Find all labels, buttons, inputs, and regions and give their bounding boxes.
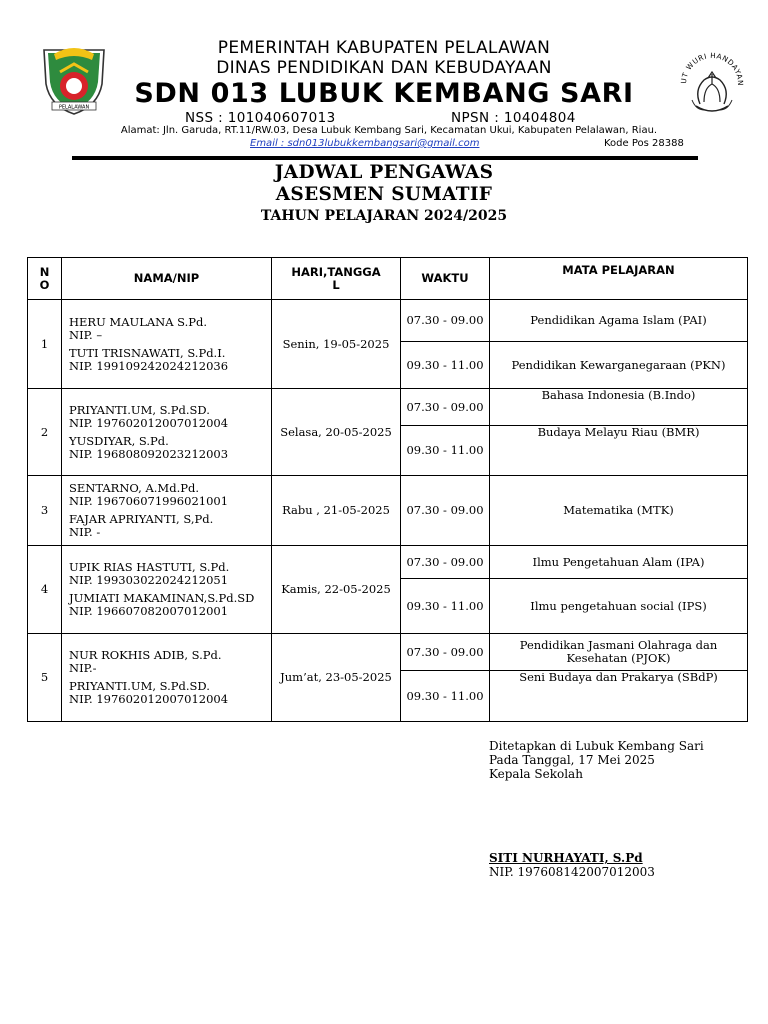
exam-subject <box>490 634 748 671</box>
exam-subject: Ilmu pengetahuan social (IPS) <box>490 579 748 634</box>
letterhead-address: Alamat: Jln. Garuda, RT.11/RW.03, Desa Lubuk Kembang Sari, Kecamatan Ukui, Kabupaten Pelalawan, Riau. <box>120 125 658 136</box>
letterhead-divider <box>72 156 698 160</box>
supervisor-name: YUSDIYAR, S.Pd. <box>69 433 169 448</box>
exam-time: 07.30 - 09.00 <box>401 300 490 342</box>
supervisor-name: UPIK RIAS HASTUTI, S.Pd. <box>69 560 230 574</box>
exam-subject-line: Kesehatan (PJOK) <box>566 651 671 665</box>
supervisor-name: NUR ROKHIS ADIB, S.Pd. <box>69 648 222 662</box>
document-title: JADWAL PENGAWAS <box>274 162 494 183</box>
exam-subject: Ilmu Pengetahuan Alam (IPA) <box>490 546 748 579</box>
svg-text:TUT WURI HANDAYANI <box>674 44 745 86</box>
row-number: 5 <box>28 634 62 722</box>
supervisor-name: JUMIATI MAKAMINAN,S.Pd.SD <box>69 591 255 605</box>
exam-date: Jum’at, 23-05-2025 <box>272 634 401 722</box>
supervisor-nip: NIP. 199303022024212051 <box>69 573 229 587</box>
exam-time: 07.30 - 09.00 <box>401 389 490 426</box>
table-header-row <box>28 258 748 300</box>
supervisor-nip: NIP.- <box>69 661 97 675</box>
document-subtitle: ASESMEN SUMATIF <box>275 184 493 205</box>
supervisor-2 <box>69 680 269 706</box>
exam-subject: Pendidikan Agama Islam (PAI) <box>490 300 748 342</box>
supervisor-name: PRIYANTI.UM, S.Pd.SD. <box>69 679 210 693</box>
letterhead-school-name: SDN 013 LUBUK KEMBANG SARI <box>134 78 634 109</box>
letterhead-email-link[interactable]: Email : sdn013lubukkembangsari@gmail.com <box>250 138 480 149</box>
row-number: 3 <box>28 476 62 546</box>
exam-date: Rabu , 21-05-2025 <box>272 476 401 546</box>
header-subject: MATA PELAJARAN <box>490 258 748 300</box>
header-name: NAMA/NIP <box>62 258 272 300</box>
signature-date: Pada Tanggal, 17 Mei 2025 <box>489 753 655 767</box>
exam-subject: Matematika (MTK) <box>490 476 748 546</box>
exam-date: Senin, 19-05-2025 <box>272 300 401 389</box>
supervisor-1 <box>69 404 269 430</box>
exam-time: 07.30 - 09.00 <box>401 476 490 546</box>
supervisor-nip: NIP. 196607082007012001 <box>69 604 229 618</box>
supervisor-name: TUTI TRISNAWATI, S.Pd.I. <box>69 345 226 360</box>
table-row <box>28 476 748 546</box>
supervisor-nip: NIP. 196706071996021001 <box>69 494 229 508</box>
supervisor-name: HERU MAULANA S.Pd. <box>69 314 208 329</box>
supervisor-1 <box>69 316 269 342</box>
row-number: 4 <box>28 546 62 634</box>
supervisor-2 <box>69 513 269 539</box>
supervisor-cell <box>62 300 272 389</box>
supervisor-nip: NIP. 197602012007012004 <box>69 415 229 430</box>
academic-year: TAHUN PELAJARAN 2024/2025 <box>260 208 508 224</box>
supervisor-2 <box>69 347 269 373</box>
table-row <box>28 634 748 671</box>
exam-time: 09.30 - 11.00 <box>401 426 490 476</box>
supervisor-name: PRIYANTI.UM, S.Pd.SD. <box>69 402 210 417</box>
tut-wuri-handayani-seal <box>674 44 750 120</box>
exam-subject: Budaya Melayu Riau (BMR) <box>490 426 748 476</box>
row-number: 1 <box>28 300 62 389</box>
supervisor-nip: NIP. 196808092023212003 <box>69 446 229 461</box>
schedule-table <box>27 257 748 722</box>
supervisor-1 <box>69 482 269 508</box>
supervisor-cell <box>62 634 272 722</box>
exam-time: 07.30 - 09.00 <box>401 546 490 579</box>
supervisor-cell <box>62 546 272 634</box>
supervisor-1 <box>69 649 269 675</box>
supervisor-nip: NIP. 199109242024212036 <box>69 358 229 373</box>
supervisor-2 <box>69 435 269 461</box>
supervisor-cell <box>62 476 272 546</box>
supervisor-cell <box>62 389 272 476</box>
exam-time: 09.30 - 11.00 <box>401 671 490 722</box>
supervisor-name: FAJAR APRIYANTI, S,Pd. <box>69 512 214 526</box>
supervisor-name: SENTARNO, A.Md.Pd. <box>69 481 199 495</box>
seal-text: UT WURI HANDAYAN <box>678 50 746 87</box>
letterhead-department: DINAS PENDIDIKAN DAN KEBUDAYAAN <box>216 58 552 78</box>
exam-date: Selasa, 20-05-2025 <box>272 389 401 476</box>
principal-name: SITI NURHAYATI, S.Pd <box>489 851 643 865</box>
table-row <box>28 300 748 342</box>
supervisor-nip: NIP. - <box>69 525 101 539</box>
row-number: 2 <box>28 389 62 476</box>
header-no: N O <box>28 258 62 300</box>
signature-role: Kepala Sekolah <box>489 767 583 781</box>
exam-time: 09.30 - 11.00 <box>401 342 490 389</box>
supervisor-2 <box>69 592 269 618</box>
supervisor-nip: NIP. 197602012007012004 <box>69 692 229 706</box>
supervisor-nip: NIP. – <box>69 327 103 342</box>
letterhead-npsn: NPSN : 10404804 <box>451 110 576 126</box>
letterhead-government: PEMERINTAH KABUPATEN PELALAWAN <box>217 38 551 58</box>
regency-logo <box>40 44 108 116</box>
table-row <box>28 389 748 426</box>
exam-subject: Bahasa Indonesia (B.Indo) <box>490 389 748 426</box>
exam-time: 07.30 - 09.00 <box>401 634 490 671</box>
exam-date: Kamis, 22-05-2025 <box>272 546 401 634</box>
signature-place: Ditetapkan di Lubuk Kembang Sari <box>489 739 704 753</box>
supervisor-1 <box>69 561 269 587</box>
exam-subject: Pendidikan Kewarganegaraan (PKN) <box>490 342 748 389</box>
exam-subject: Seni Budaya dan Prakarya (SBdP) <box>490 671 748 722</box>
regency-logo-text: PELALAWAN <box>58 104 90 111</box>
header-day: HARI,TANGGA L <box>272 258 401 300</box>
exam-subject-line: Pendidikan Jasmani Olahraga dan <box>519 638 718 652</box>
exam-time: 09.30 - 11.00 <box>401 579 490 634</box>
principal-nip: NIP. 197608142007012003 <box>489 865 655 879</box>
header-time: WAKTU <box>401 258 490 300</box>
letterhead-postal-code: Kode Pos 28388 <box>604 138 684 149</box>
letterhead-nss: NSS : 101040607013 <box>185 110 336 126</box>
table-row <box>28 546 748 579</box>
